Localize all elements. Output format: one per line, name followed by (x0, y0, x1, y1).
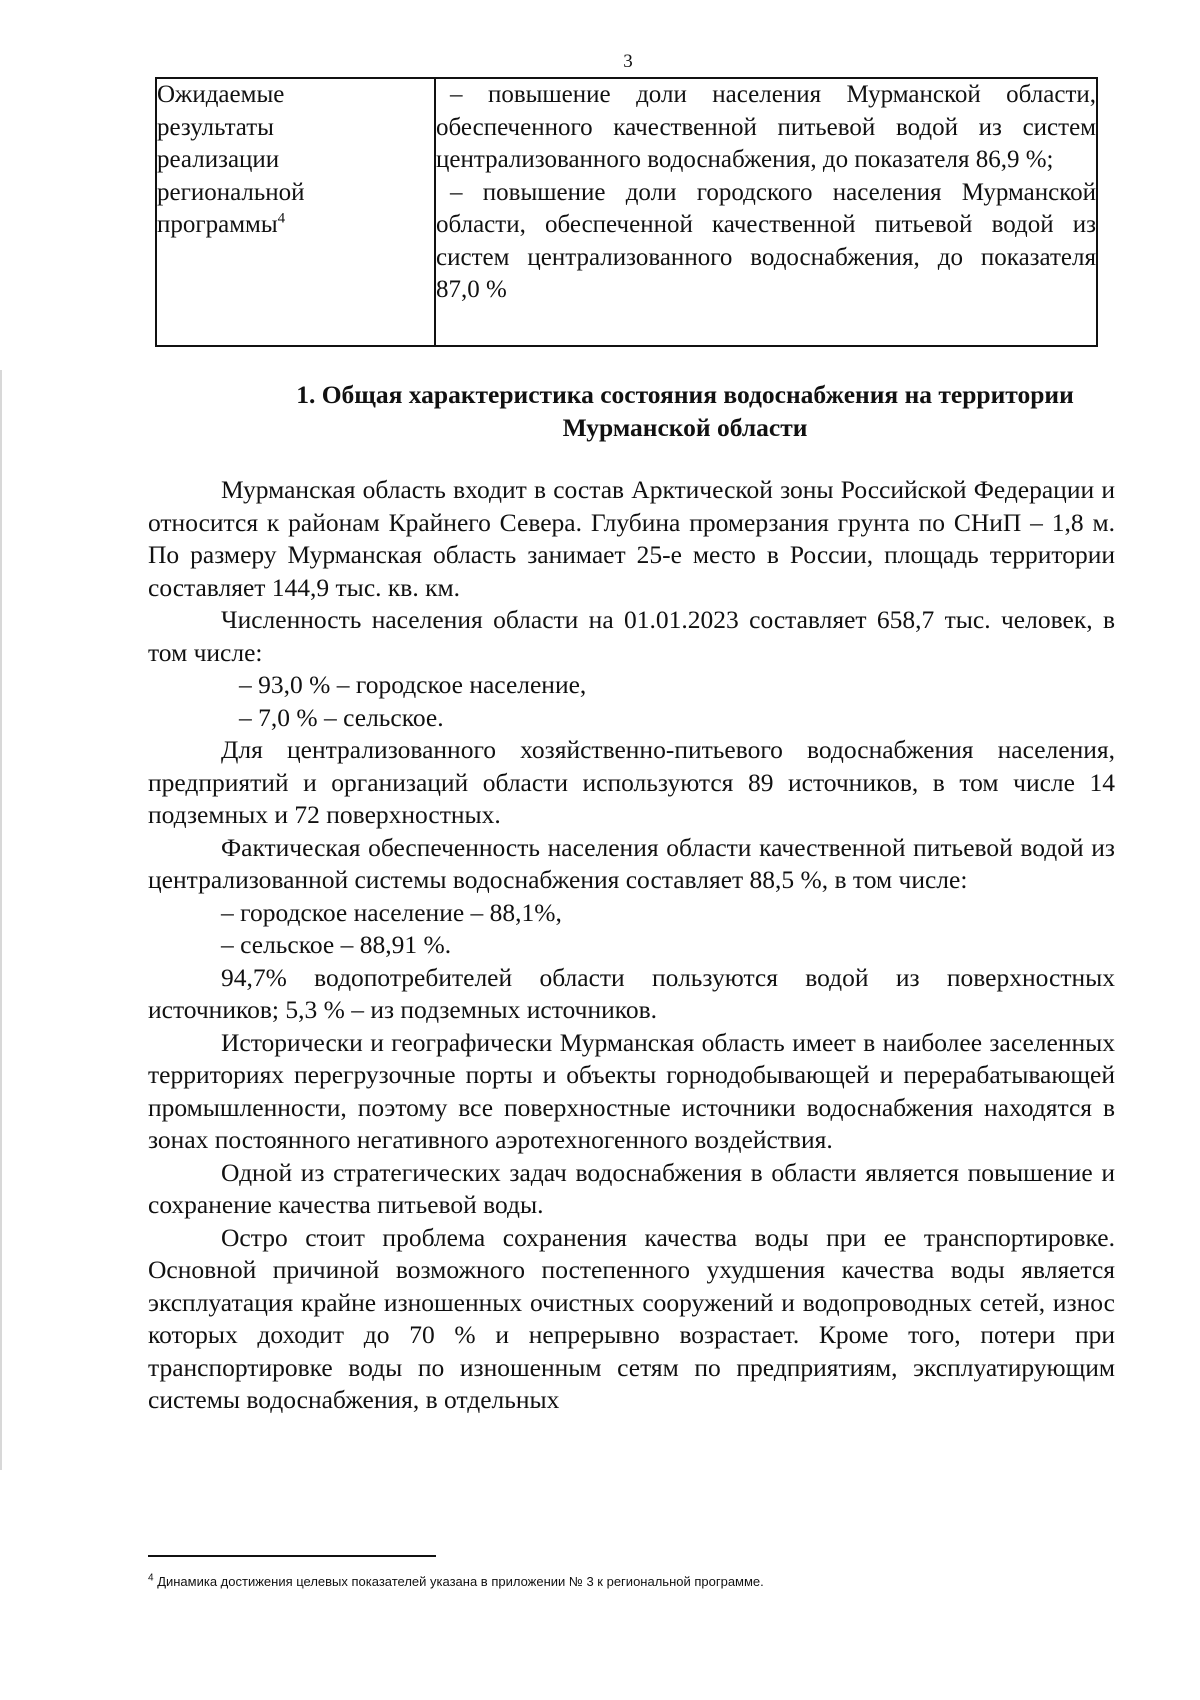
body-paragraph: Мурманская область входит в состав Арктической зоны Российской Федерации и относится к районам Крайнего Севера. Глубина промерзания грунта по СНиП – 1,8 м. По размеру Мурманская область занимает 25-е место в России, площадь территории составляет 144,9 тыс. кв. км. (148, 475, 1115, 602)
label-line-with-ref (157, 209, 434, 242)
page-number: 3 (623, 51, 633, 72)
label-line: результаты (157, 113, 274, 141)
label-line: региональной (157, 178, 305, 206)
label-line: программы (157, 211, 278, 238)
section-heading-line: Мурманской области (562, 413, 808, 442)
body-paragraph: Исторически и географически Мурманская область имеет в наиболее заселенных территориях перегрузочные порты и объекты горнодобывающей и перерабатывающей промышленности, поэтому все поверхностные источники водоснабжения находятся в зонах постоянного негативного аэротехногенного воздействия. (148, 1027, 1115, 1154)
section-heading (255, 378, 1115, 444)
body-paragraph: Остро стоит проблема сохранения качества воды при ее транспортировке. Основной причиной возможного постепенного ухудшения качества воды является эксплуатация крайне изношенных очистных сооружений и водопроводных сетей, износ которых доходит до 70 % и непрерывно возрастает. Кроме того, потери при транспортировке воды по изношенным сетям по предприятиям, эксплуатирующим системы водоснабжения, в отдельных (148, 1222, 1115, 1414)
list-item: – городское население – 88,1%, (221, 897, 562, 927)
footnote-reference: 4 (277, 210, 286, 227)
body-paragraph: Для централизованного хозяйственно-питьевого водоснабжения населения, предприятий и организаций области используются 89 источников, в том числе 14 подземных и 72 поверхностных. (148, 735, 1115, 829)
table-content-cell (435, 78, 1097, 346)
footnote-text: Динамика достижения целевых показателей указана в приложении № 3 к региональной программе. (157, 1574, 764, 1589)
body-paragraph: Фактическая обеспеченность населения области качественной питьевой водой из централизованной системы водоснабжения составляет 88,5 %, в том числе: (148, 832, 1115, 894)
section-heading-line: 1. Общая характеристика состояния водоснабжения на территории (296, 380, 1074, 409)
label-line: реализации (157, 146, 280, 173)
expected-results-table (155, 77, 1098, 347)
table-label-cell (156, 78, 435, 346)
list-item: – 7,0 % – сельское. (239, 702, 444, 732)
table-row (156, 78, 1097, 346)
footnote-divider (148, 1555, 436, 1557)
body-paragraph: 94,7% водопотребителей области пользуются водой из поверхностных источников; 5,3 % – из подземных источников. (148, 962, 1115, 1024)
expected-result-item: – повышение доли городского населения Мурманской области, обеспеченной качественной питьевой водой из систем централизованного водоснабжения, до показателя 87,0 % (436, 178, 1096, 303)
label-line: Ожидаемые (157, 81, 285, 108)
footnote (148, 1574, 1115, 1590)
body-text (148, 474, 1115, 1417)
list-item: – 93,0 % – городское население, (239, 670, 587, 699)
expected-result-item: – повышение доли населения Мурманской области, обеспеченного качественной питьевой водой из систем централизованного водоснабжения, до показателя 86,9 %; (436, 81, 1096, 173)
body-paragraph: Численность населения области на 01.01.2023 составляет 658,7 тыс. человек, в том числе: (148, 605, 1115, 667)
body-paragraph: Одной из стратегических задач водоснабжения в области является повышение и сохранение качества питьевой воды. (148, 1157, 1115, 1219)
footnote-marker: 4 (148, 1572, 154, 1584)
list-item: – сельское – 88,91 %. (221, 930, 452, 959)
scan-edge-shadow (0, 370, 2, 1470)
